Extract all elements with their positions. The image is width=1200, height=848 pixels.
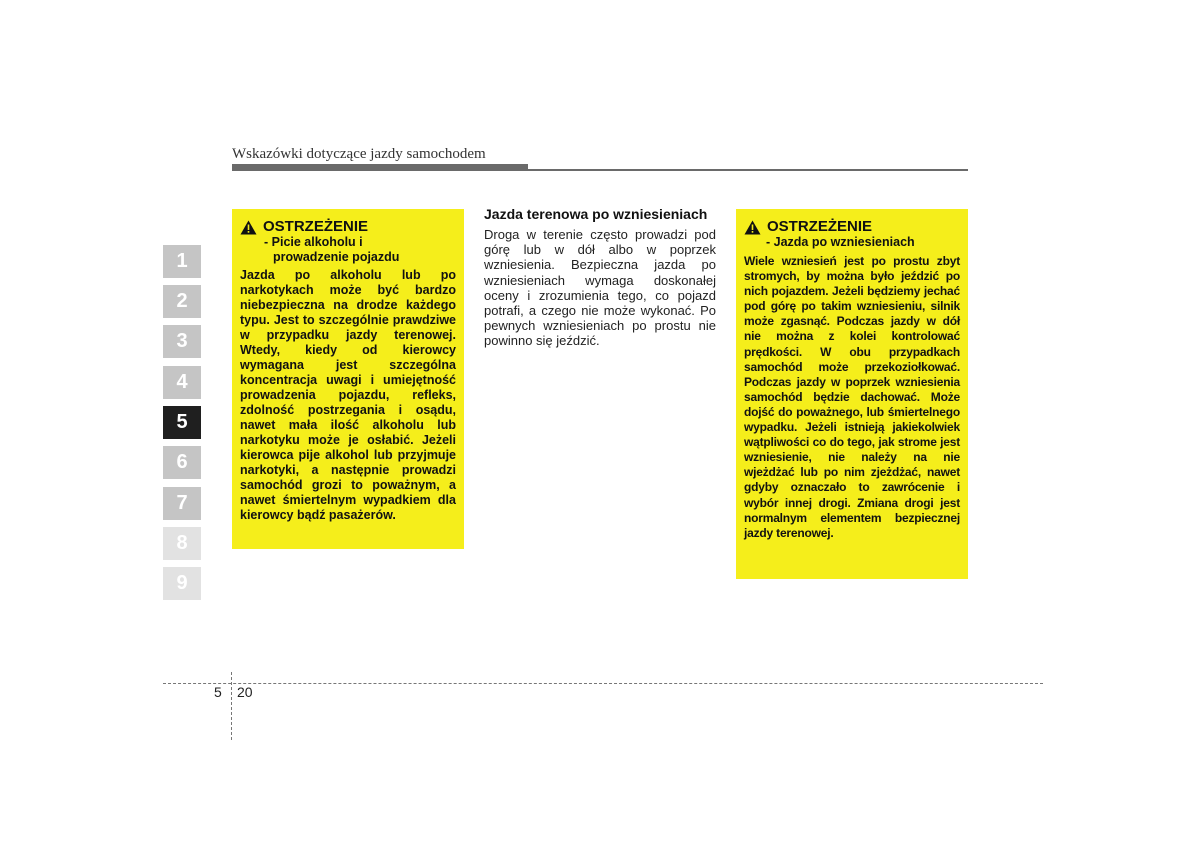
warning-title: OSTRZEŻENIE — [263, 218, 369, 235]
page-number: 20 — [237, 684, 253, 700]
chapter-tab-6[interactable]: 6 — [163, 446, 201, 479]
header-rule — [232, 169, 968, 171]
section-offroad-hills — [484, 207, 716, 349]
chapter-tab-3[interactable]: 3 — [163, 325, 201, 358]
warning-subtitle: - Jazda po wzniesieniach — [766, 235, 915, 249]
footer-divider — [231, 672, 232, 740]
section-title: Jazda terenowa po wzniesieniach — [484, 206, 708, 222]
warning-body: Jazda po alkoholu lub po narkotykach może być bardzo niebezpieczna na drodze każdego typu. Jest to szczególnie prawdziwe w przypadku jazdy terenowej. Wtedy, kiedy od kierowcy wymagana jest szczególna koncentracja uwagi i umiejętność prowadzenia pojazdu, refleks, zdolność postrzegania i osądu, nawet mała ilość alkoholu lub narkotyku może je osłabić. Jeżeli kierowca pije alkohol lub przyjmuje narkotyki, a następnie prowadzi samochód grozi to poważnym, a nawet śmiertelnym wypadkiem dla kierowcy bądź pasażerów. — [240, 268, 456, 522]
chapter-tab-7[interactable]: 7 — [163, 487, 201, 520]
warning-subtitle-line2: prowadzenie pojazdu — [273, 250, 400, 264]
chapter-tab-4[interactable]: 4 — [163, 366, 201, 399]
page-header-title: Wskazówki dotyczące jazdy samochodem — [232, 146, 486, 162]
warning-triangle-icon — [744, 220, 761, 235]
footer-rule — [163, 683, 1043, 684]
warning-triangle-icon — [240, 220, 257, 235]
page-chapter-number: 5 — [214, 684, 222, 700]
warning-title: OSTRZEŻENIE — [767, 218, 873, 235]
warning-subtitle-line1: - Picie alkoholu i — [264, 235, 363, 249]
chapter-tab-2[interactable]: 2 — [163, 285, 201, 318]
chapter-tab-8[interactable]: 8 — [163, 527, 201, 560]
section-body: Droga w terenie często prowadzi pod górę lub w dół albo w poprzek wzniesienia. Bezpieczna jazda po wzniesieniach wymaga doskonałej oceny i zrozumienia tego, co pojazd potrafi, a czego nie może wykonać. Po pewnych wzniesieniach po prostu nie powinno się jeździć. — [484, 227, 716, 349]
chapter-tab-5[interactable]: 5 — [163, 406, 201, 439]
warning-box-alcohol — [232, 209, 464, 549]
warning-box-hills — [736, 209, 968, 579]
chapter-tab-1[interactable]: 1 — [163, 245, 201, 278]
chapter-tab-9[interactable]: 9 — [163, 567, 201, 600]
warning-body: Wiele wzniesień jest po prostu zbyt stromych, by można było jeździć po nich pojazdem. Jeżeli będziemy jechać pod górę po takim wzniesieniu, silnik może zgasnąć. Podczas jazdy w dół nie można z kolei kontrolować prędkości. W obu przypadkach samochód może przekoziołkować. Podczas jazdy w poprzek wzniesienia samochód będzie dachować. Może dojść do poważnego, lub śmiertelnego wypadku. Jeżeli istnieją jakiekolwiek wątpliwości co do tego, jak strome jest wzniesienie, nie należy na nie wjeżdżać lub po nim zjeżdżać, nawet gdyby oznaczało to zawrócenie i wybór innej drogi. Zmiana drogi jest normalnym elementem bezpiecznej jazdy terenowej. — [744, 254, 960, 540]
